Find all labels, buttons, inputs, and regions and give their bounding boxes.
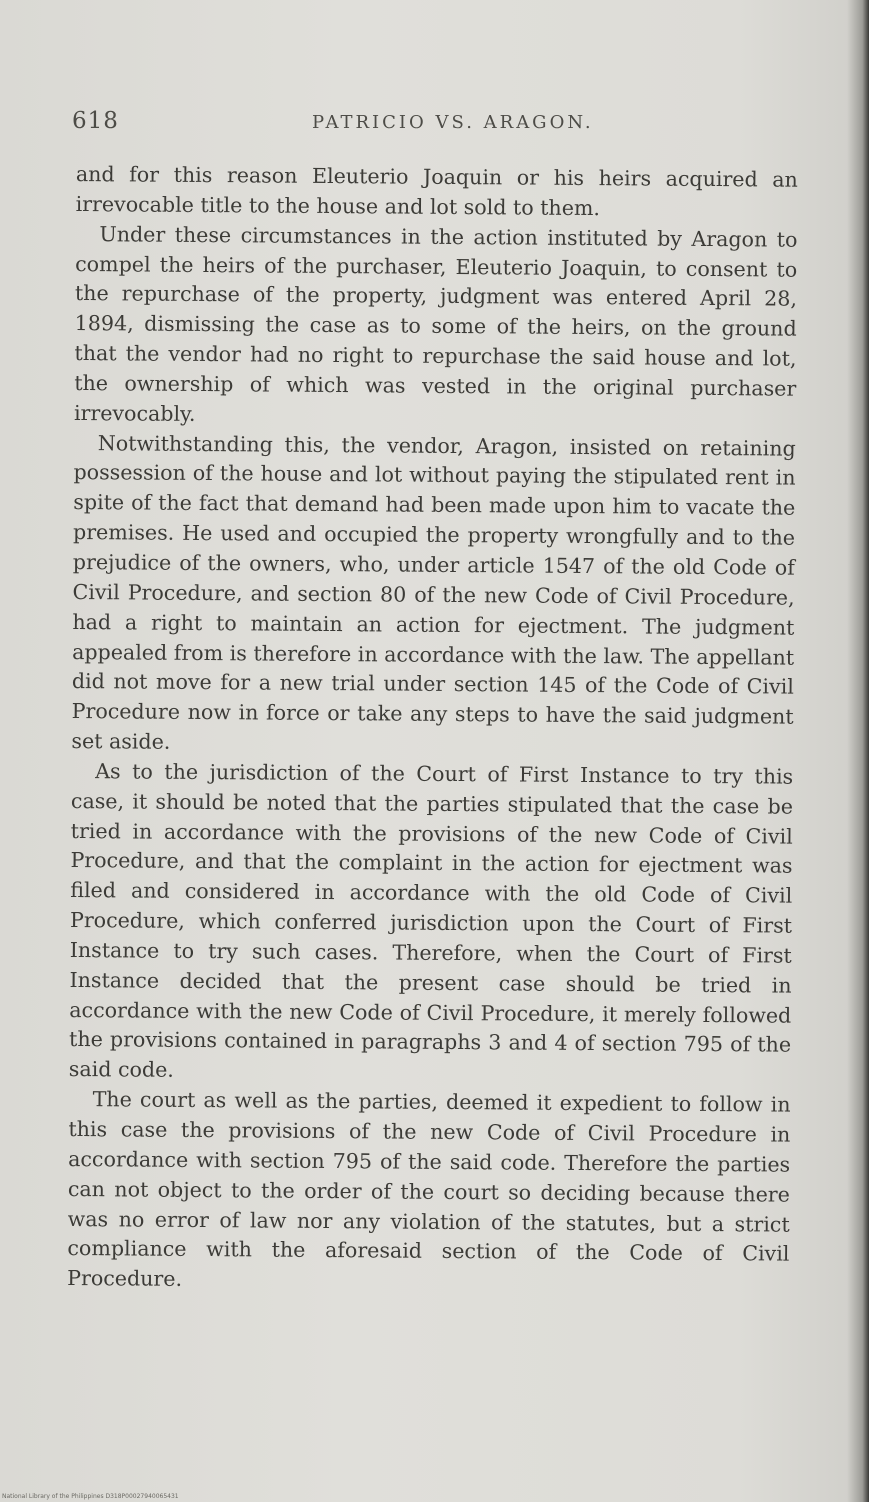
paragraph-1: and for this reason Eleuterio Joaquin or his heirs acquired an irrevocable title to the house and lot sold to them. <box>75 161 798 220</box>
paragraph-3: Notwithstanding this, the vendor, Aragon, insisted on retaining possession of the house and lot without paying the stipulated rent in spite of the fact that demand had been made upon him to vacate the premises. He used and occupied the property wrongfully and to the prejudice of the owners, who, under article 1547 of the old Code of Civil Procedure, and section 80 of the new Code of Civil Procedure, had a right to maintain an action for ejectment. The judgment appealed from is therefore in accordance with the law. The appellant did not move for a new trial under section 145 of the Code of Civil Procedure now in force or take any steps to have the said judgment set aside. <box>71 430 796 754</box>
paragraph-4: As to the jurisdiction of the Court of First Instance to try this case, it should be noted that the parties stipulated that the case be tried in accordance with the provisions of the new Code of Civil Procedure, and that the complaint in the action for ejectment was filed and considered in accordance with the old Code of Civil Procedure, which conferred jurisdiction upon the Court of First Instance to try such cases. Therefore, when the Court of First Instance decided that the present case should be tried in accordance with the new Code of Civil Procedure, it merely followed the provisions contained in paragraphs 3 and 4 of section 795 of the said code. <box>68 759 794 1083</box>
body-text <box>67 160 798 1300</box>
source-footer-note: National Library of the Philippines D318P00027940065431 <box>2 1493 179 1500</box>
running-head: PATRICIO VS. ARAGON. <box>312 112 594 133</box>
paragraph-2: Under these circumstances in the action instituted by Aragon to compel the heirs of the purchaser, Eleuterio Joaquin, to consent to the repurchase of the property, judgment was entered April 28, 1894, dismissing the case as to some of the heirs, on the ground that the vendor had no right to repurchase the said house and lot, the ownership of which was vested in the original purchaser irrevocably. <box>73 221 798 426</box>
page-number: 618 <box>72 108 119 134</box>
book-spine-shadow <box>847 0 869 1502</box>
page-header <box>72 108 792 138</box>
paragraph-5: The court as well as the parties, deemed it expedient to follow in this case the provisions of the new Code of Civil Procedure in accordance with section 795 of the said code. Therefore the parties can not object to the order of the court so deciding because there was no error of law nor any violation of the statutes, but a strict compliance with the aforesaid section of the Code of Civil Procedure. <box>67 1087 791 1292</box>
